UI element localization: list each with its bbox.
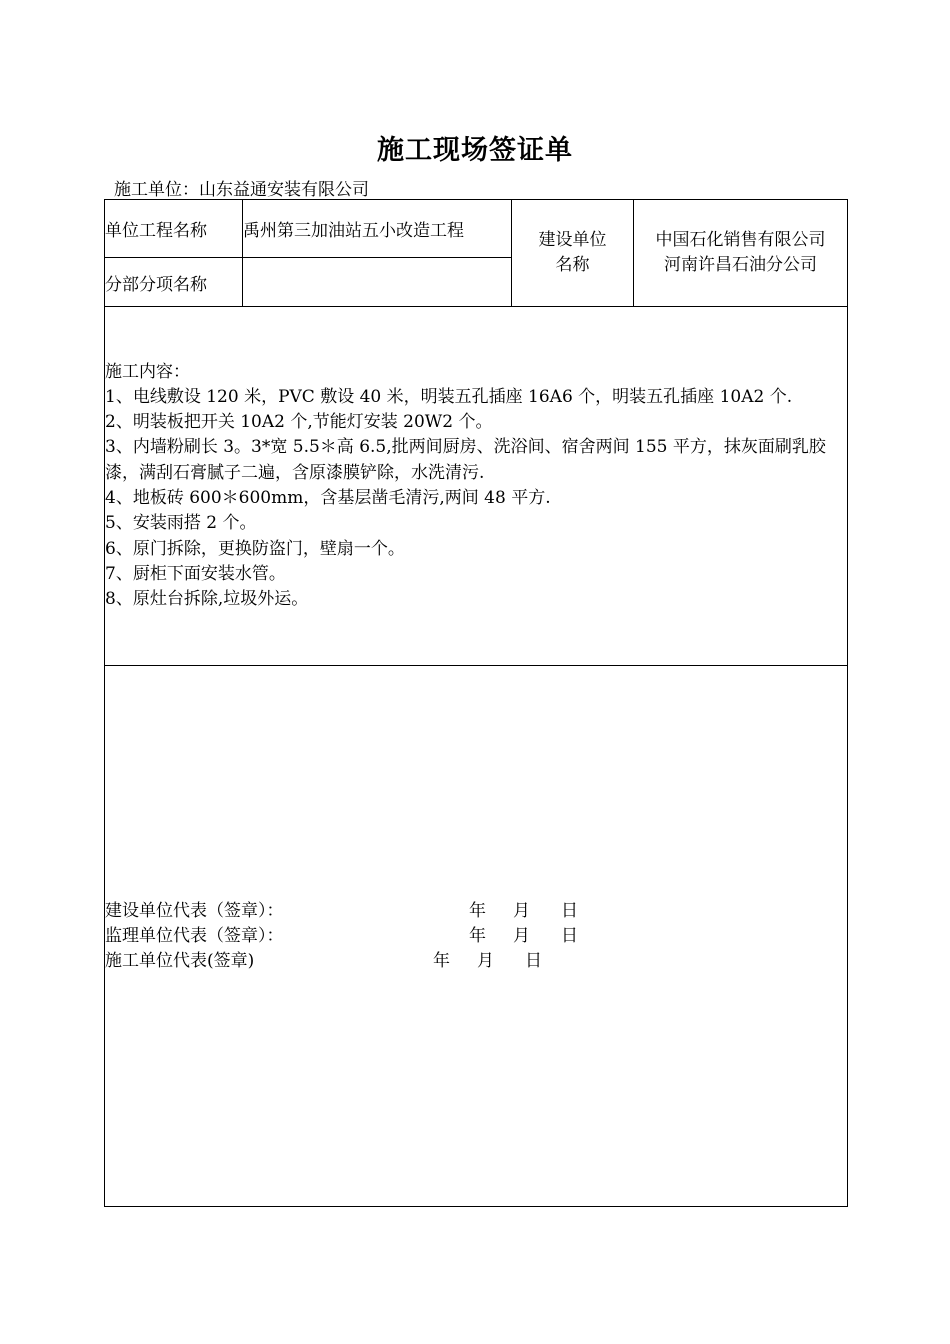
signature-day: 日 [525,950,542,971]
builder-value-line1: 中国石化销售有限公司 [655,230,826,250]
content-item: 8、原灶台拆除,垃圾外运。 [105,589,309,610]
builder-value-line2: 河南许昌石油分公司 [664,255,817,275]
signature-year: 年 [469,900,486,921]
subitem-label: 分部分项名称 [105,258,243,307]
signature-year: 年 [469,925,486,946]
signature-day: 日 [561,900,578,921]
content-item: 7、厨柜下面安装水管。 [105,563,286,584]
content-item: 5、安装雨搭 2 个。 [105,513,257,534]
signature-year: 年 [433,950,450,971]
signature-month: 月 [477,950,494,971]
visa-form-table [104,199,848,1207]
content-heading: 施工内容： [105,361,190,382]
signature-label: 建设单位代表（签章）： [105,900,284,921]
signature-label: 监理单位代表（签章）： [105,925,284,946]
project-name-value: 禹州第三加油站五小改造工程 [243,200,512,258]
content-item: 2、明装板把开关 10A2 个,节能灯安装 20W2 个。 [105,412,493,433]
builder-label [512,200,634,307]
builder-value [634,200,848,307]
signature-month: 月 [513,900,530,921]
signature-row-builder [105,899,847,924]
document-title: 施工现场签证单 [377,135,573,166]
signature-row-contractor [105,949,847,974]
signature-row-supervisor [105,924,847,949]
builder-label-line1: 建设单位 [538,230,607,250]
signature-month: 月 [513,925,530,946]
content-item: 3、内墙粉刷长 3。3*宽 5.5＊高 6.5,批两间厨房、洗浴间、宿舍两间 155 平方，抹灰面刷乳胶漆，满刮石膏腻子二遍，含原漆膜铲除，水洗清污. [105,437,826,483]
construction-unit-line: 施工单位：山东益通安装有限公司 [114,180,369,200]
signature-label: 施工单位代表(签章) [105,950,255,971]
subitem-value [243,258,512,307]
content-item: 6、原门拆除，更换防盗门，壁扇一个。 [105,538,405,559]
construction-content-cell [105,307,848,666]
signature-cell [105,666,848,1207]
project-name-label: 单位工程名称 [105,200,243,258]
content-item: 4、地板砖 600＊600mm，含基层凿毛清污,两间 48 平方. [105,488,551,508]
content-item: 1、电线敷设 120 米，PVC 敷设 40 米，明装五孔插座 16A6 个，明装五孔插座 10A2 个. [105,386,793,407]
builder-label-line2: 名称 [555,255,590,275]
signature-day: 日 [561,925,578,946]
